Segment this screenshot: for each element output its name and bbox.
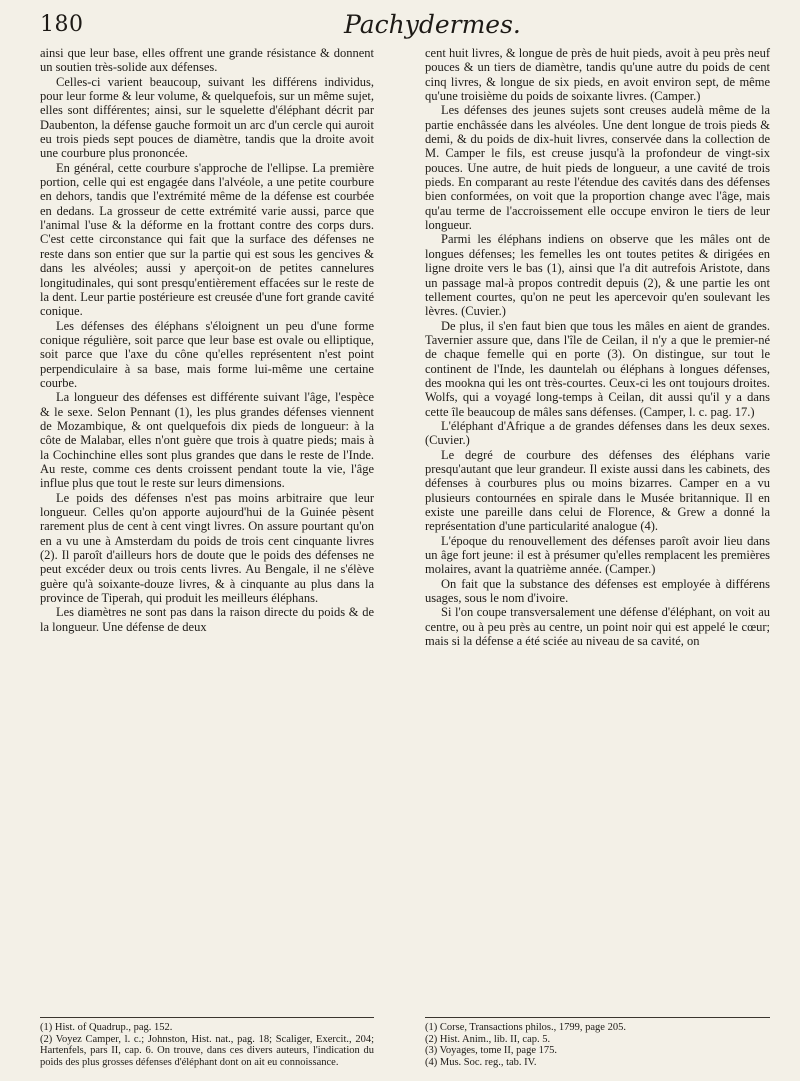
- paragraph: Le poids des défenses n'est pas moins arbitraire que leur longueur. Celles qu'on apporte aujourd'hui de la Guinée pèsent rarement plus de cent à cent vingt livres. On assure pourtant qu'on en a vu une à Amsterdam du poids de trois cent cinquante livres (2). Il paroît d'ailleurs hors de doute que le poids des défenses ne peut excéder deux ou trois cents livres. Au Bengale, il ne s'élève guère qu'à soixante-douze livres, & à cinquante au plus dans la province de Tiperah, qui produit les meilleurs éléphans.: [40, 490, 374, 606]
- footnote-divider: [40, 1017, 374, 1018]
- paragraph: Le degré de courbure des défenses des éléphans varie presqu'autant que leur grandeur. Il existe aussi dans les cabinets, des défenses à courbures plus ou moins bizarres. Camper en a vu plusieurs contournées en spirale dans le Musée britannique. Il en existe une pareille dans celui de Florence, & Grew a donné la représentation d'une particularité analogue (4).: [425, 447, 770, 534]
- running-head: Pachydermes.: [344, 10, 521, 39]
- paragraph: L'époque du renouvellement des défenses paroît avoir lieu dans un âge fort jeune: il est à présumer qu'elles remplacent les premières molaires, avant la quatrième année. (Camper.): [425, 533, 770, 577]
- paragraph: Les diamètres ne sont pas dans la raison directe du poids & de la longueur. Une défense de deux: [40, 605, 374, 634]
- footnote: (1) Hist. of Quadrup., pag. 152.: [40, 1022, 173, 1033]
- footnotes-left: [40, 1022, 374, 1068]
- paragraph: En général, cette courbure s'approche de l'ellipse. La première portion, celle qui est engagée dans l'alvéole, a une petite courbure en dehors, tandis que l'extrémité même de la défense est courbée en dedans. La grosseur de cette extrémité varie aussi, parce que l'animal l'use & la déforme en la frottant contre des corps durs. C'est cette circonstance qui fait que la surface des défenses ne reste dans son entier que sur la partie qui est sous les gencives & dans les alvéoles; aussi y aperçoit-on de petites cannelures longitudinales, qui sont presqu'entièrement effacées sur le reste de la dent. Leur partie postérieure est creusée d'une fort grande cavité conique.: [40, 160, 374, 319]
- paragraph: Les défenses des jeunes sujets sont creuses audelà même de la partie enchâssée dans les alvéoles. Une dent longue de trois pieds & demi, & du poids de dix-huit livres, conservée dans la collection de M. Camper le fils, est creuse jusqu'à la profondeur de vingt-six pouces. Une autre, de huit pieds de longueur, a une cavité de trois pieds. En comparant au reste l'étendue des cavités dans des défenses bien conformées, on voit que la proportion change avec l'âge, mais qu'au terme de l'accroissement elle occupe environ le tiers de leur longueur.: [425, 103, 770, 233]
- footnote: (4) Mus. Soc. reg., tab. IV.: [425, 1056, 537, 1068]
- paragraph: La longueur des défenses est différente suivant l'âge, l'espèce & le sexe. Selon Pennant (1), les plus grandes défenses viennent de Mozambique, & ont quelquefois dix pieds de longueur: à la côte de Malabar, elles n'ont guère que trois à quatre pieds; mais à la Cochinchine elles sont plus grandes que dans le reste de l'Inde. Au reste, comme ces dents croissent pendant toute la vie, l'âge influe plus que tout le reste sur leurs dimensions.: [40, 390, 374, 491]
- footnote-divider: [425, 1017, 770, 1018]
- paragraph: Parmi les éléphans indiens on observe que les mâles ont de longues défenses; les femelles les ont toutes petites & dirigées en ligne droite vers le bas (1), ainsi que l'a dit autrefois Aristote, dans un passage mal-à propos contredit depuis (2), & une partie les ont tellement courtes, qu'on ne peut les apercevoir qu'en soulevant les lèvres. (Cuvier.): [425, 232, 770, 319]
- footnotes-right: [425, 1022, 770, 1068]
- page-number: 180: [40, 12, 84, 37]
- footnote: (2) Voyez Camper, l. c.; Johnston, Hist. nat., pag. 18; Scaliger, Exercit., 204; Hartenfels, pars II, cap. 6. On trouve, dans ces divers auteurs, l'indication du poids des plus grosses défenses d'éléphant dont on ait eu connoissance.: [40, 1033, 374, 1068]
- footnote: (1) Corse, Transactions philos., 1799, page 205.: [425, 1022, 626, 1033]
- footnote: (2) Hist. Anim., lib. II, cap. 5.: [425, 1033, 551, 1045]
- right-column: [425, 46, 770, 648]
- paragraph: On fait que la substance des défenses est employée à différens usages, sous le nom d'ivoire.: [425, 576, 770, 606]
- paragraph: Les défenses des éléphans s'éloignent un peu d'une forme conique régulière, soit parce que leur base est ovale ou elliptique, soit parce que l'axe du cône qu'elles représentent n'est point perpendiculaire à sa base, mais forme lui-même une certaine courbe.: [40, 318, 374, 390]
- paragraph: ainsi que leur base, elles offrent une grande résistance & donnent un soutien très-solide aux défenses.: [40, 46, 374, 75]
- footnote: (3) Voyages, tome II, page 175.: [425, 1045, 557, 1056]
- left-column: [40, 46, 374, 634]
- paragraph: L'éléphant d'Afrique a de grandes défenses dans les deux sexes. (Cuvier.): [425, 418, 770, 448]
- paragraph: De plus, il s'en faut bien que tous les mâles en aient de grandes. Tavernier assure que, dans l'île de Ceilan, il n'y a que le premier-né de chaque femelle qui en porte (3). On distingue, sur tout le continent de l'Inde, les dauntelah ou éléphans à longues défenses, des mookna qui les ont très-courtes. Ceux-ci les ont toujours droites. Wolfs, qui a voyagé long-temps à Ceilan, dit aussi qu'il y a dans cette île beaucoup de mâles sans défenses. (Camper, l. c. pag. 17.): [425, 318, 770, 419]
- paragraph: cent huit livres, & longue de près de huit pieds, avoit à peu près neuf pouces & un tiers de diamètre, tandis qu'une autre du poids de cent cinq livres, & longue de six pieds, en avoit environ sept, de même qu'une troisième du poids de soixante livres. (Camper.): [425, 46, 770, 104]
- page-header: [40, 8, 770, 44]
- paragraph: Celles-ci varient beaucoup, suivant les différens individus, pour leur forme & leur volume, & quelquefois, sur un même sujet, elles sont différentes; ainsi, sur le squelette d'éléphant décrit par Daubenton, la défense gauche formoit un arc d'un cercle qui auroit eu trois pieds sept pouces de diamètre, tandis que la droite avoit une courbure plus prononcée.: [40, 74, 374, 161]
- paragraph: Si l'on coupe transversalement une défense d'éléphant, on voit au centre, ou à peu près au centre, un point noir qui est appelé le cœur; mais si la défense a été sciée au niveau de sa cavité, on: [425, 605, 770, 649]
